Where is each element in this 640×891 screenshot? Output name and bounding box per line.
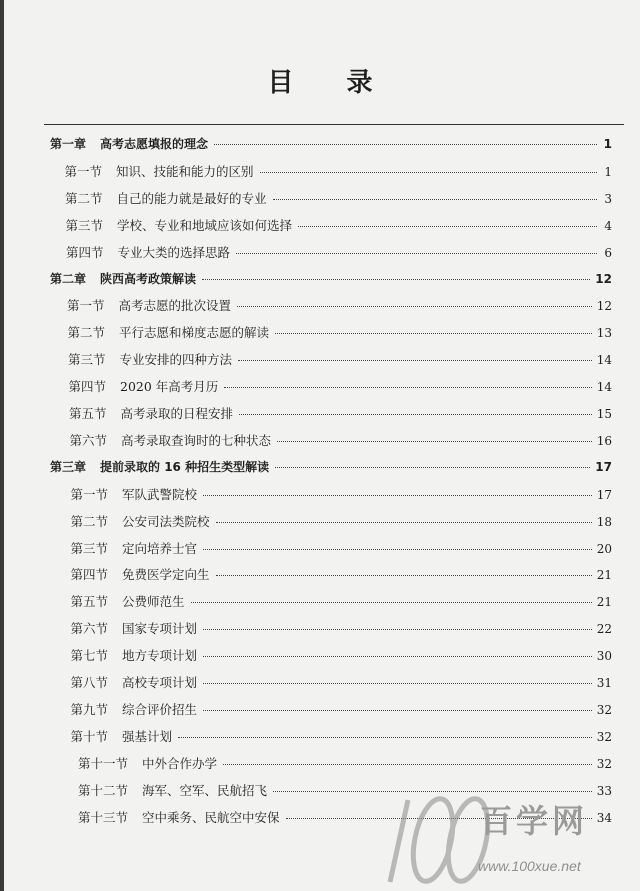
toc-entry-number: 第二节 <box>65 190 103 206</box>
toc-section-row <box>71 485 613 507</box>
toc-entry-number: 第三节 <box>70 540 109 556</box>
toc-leader-dots <box>277 441 592 442</box>
toc-entry-title: 高考志愿的批次设置 <box>118 298 232 314</box>
toc-leader-dots <box>260 172 597 173</box>
toc-leader-dots <box>203 629 592 630</box>
toc-entry-title: 公安司法类院校 <box>122 513 210 529</box>
toc-section-row <box>65 162 613 184</box>
toc-page-number: 34 <box>596 810 612 825</box>
toc-leader-dots <box>237 306 592 307</box>
toc-entry-number: 第十二节 <box>78 782 129 798</box>
toc-page-number: 33 <box>596 783 612 798</box>
toc-entry-number: 第五节 <box>70 594 109 610</box>
toc-page-number: 1 <box>603 137 612 151</box>
toc-entry-number: 第六节 <box>70 621 109 637</box>
toc-page-number: 1 <box>604 164 612 179</box>
toc-entry-title: 高考录取的日程安排 <box>120 406 234 421</box>
toc-entry-title: 2020 年高考月历 <box>120 379 219 395</box>
toc-page-number: 18 <box>596 514 612 529</box>
toc-leader-dots <box>203 710 592 711</box>
toc-entry-title: 陕西高考政策解读 <box>100 271 197 286</box>
toc-chapter-row <box>50 135 612 157</box>
toc-section-row <box>66 243 612 265</box>
title-rule <box>44 124 624 125</box>
toc-leader-dots <box>224 387 591 388</box>
toc-page-number: 3 <box>604 191 612 206</box>
toc-entry-number: 第三节 <box>65 217 104 233</box>
toc-page-number: 6 <box>604 245 612 260</box>
toc-section-row <box>78 754 612 776</box>
toc-entry-title: 高考录取查询时的七种状态 <box>121 432 272 448</box>
toc-leader-dots <box>238 360 592 361</box>
toc-page-number: 13 <box>596 326 612 341</box>
toc-leader-dots <box>203 656 592 657</box>
toc-page-number: 21 <box>596 568 612 583</box>
watermark-text: 百学网 <box>480 802 589 840</box>
toc-entry-title: 知识、技能和能力的区别 <box>116 163 254 179</box>
toc-section-row <box>71 727 613 749</box>
toc-entry-title: 免费医学定向生 <box>122 567 210 583</box>
toc-entry-number: 第八节 <box>70 675 109 690</box>
toc-leader-dots <box>191 602 592 603</box>
toc-entry-number: 第三章 <box>50 459 87 474</box>
toc-leader-dots <box>178 737 592 738</box>
toc-leader-dots <box>275 333 592 334</box>
toc-page-number: 20 <box>596 541 612 556</box>
toc-chapter-row <box>50 458 612 480</box>
toc-entry-number: 第一章 <box>50 137 87 151</box>
toc-section-row <box>71 539 613 561</box>
toc-leader-dots <box>203 495 592 496</box>
toc-page-number: 15 <box>596 407 612 421</box>
toc-entry-title: 公费师范生 <box>122 594 185 610</box>
toc-entry-title: 平行志愿和梯度志愿的解读 <box>119 325 270 341</box>
toc-section-row <box>68 323 613 345</box>
toc-page-number: 21 <box>596 595 612 610</box>
toc-entry-number: 第一节 <box>64 163 103 179</box>
toc-section-row <box>71 565 613 587</box>
toc-leader-dots <box>275 467 590 468</box>
toc-section-row <box>66 216 613 238</box>
toc-page-number: 31 <box>596 676 612 690</box>
watermark-logo-one <box>390 800 408 882</box>
toc-leader-dots <box>216 522 592 523</box>
toc-entry-number: 第十三节 <box>78 809 129 825</box>
toc-leader-dots <box>214 144 597 145</box>
toc-entry-number: 第七节 <box>70 648 109 664</box>
toc-entry-number: 第二节 <box>70 513 109 529</box>
toc-section-row <box>71 646 613 668</box>
toc-entry-title: 地方专项计划 <box>122 648 198 664</box>
page-title: 目 录 <box>267 68 395 98</box>
toc-entry-number: 第三节 <box>68 352 106 368</box>
toc-section-row <box>69 377 613 399</box>
toc-entry-number: 第十节 <box>70 728 109 744</box>
toc-page-number: 22 <box>596 622 612 637</box>
toc-page-number: 17 <box>596 487 612 502</box>
toc-entry-title: 提前录取的 16 种招生类型解读 <box>100 459 270 474</box>
toc-section-row <box>70 431 613 453</box>
toc-leader-dots <box>203 549 592 550</box>
toc-entry-number: 第四节 <box>66 244 104 260</box>
page-spine-edge <box>0 0 4 891</box>
toc-entry-title: 海军、空军、民航招飞 <box>142 782 268 798</box>
toc-entry-number: 第九节 <box>70 701 109 717</box>
toc-page-number: 4 <box>604 218 612 233</box>
toc-entry-number: 第二节 <box>67 325 106 341</box>
toc-page-number: 14 <box>596 353 612 368</box>
watermark-url: www.100xue.net <box>478 858 581 874</box>
toc-entry-number: 第四节 <box>70 567 109 583</box>
toc-chapter-row <box>50 270 612 292</box>
toc-entry-title: 专业大类的选择思路 <box>117 244 231 260</box>
toc-entry-number: 第一节 <box>67 298 105 314</box>
toc-entry-title: 国家专项计划 <box>122 621 198 637</box>
toc-entry-title: 军队武警院校 <box>122 486 198 502</box>
toc-entry-title: 学校、专业和地域应该如何选择 <box>117 217 293 233</box>
toc-entry-title: 自己的能力就是最好的专业 <box>116 190 267 206</box>
toc-page-number: 12 <box>596 299 612 314</box>
toc-entry-title: 专业安排的四种方法 <box>119 352 233 368</box>
toc-page-number: 14 <box>596 380 612 395</box>
toc-entry-title: 中外合作办学 <box>142 755 218 771</box>
toc-entry-title: 高考志愿填报的理念 <box>100 137 209 151</box>
toc-leader-dots <box>298 226 597 227</box>
toc-leader-dots <box>203 683 592 684</box>
toc-page-number: 32 <box>596 756 612 771</box>
toc-leader-dots <box>223 764 592 765</box>
toc-page-number: 32 <box>596 702 612 717</box>
toc-page-number: 12 <box>595 271 612 286</box>
toc-leader-dots <box>239 414 592 415</box>
toc-section-row <box>65 189 612 211</box>
toc-page-number: 30 <box>596 649 612 664</box>
toc-section-row <box>71 619 613 641</box>
toc-page-number: 16 <box>596 433 612 448</box>
toc-entry-title: 综合评价招生 <box>122 701 198 717</box>
toc-entry-number: 第六节 <box>69 432 108 448</box>
toc-section-row <box>71 512 613 534</box>
toc-page-number: 32 <box>596 729 612 744</box>
toc-entry-title: 高校专项计划 <box>122 675 198 690</box>
toc-section-row <box>67 296 612 318</box>
toc-section-row <box>71 700 613 722</box>
toc-entry-number: 第四节 <box>68 379 107 395</box>
toc-entry-title: 定向培养士官 <box>122 540 198 556</box>
toc-entry-number: 第十一节 <box>78 755 129 771</box>
toc-leader-dots <box>273 199 597 200</box>
toc-entry-number: 第二章 <box>50 271 87 286</box>
toc-entry-title: 强基计划 <box>122 728 173 744</box>
toc-section-row <box>71 673 613 695</box>
toc-leader-dots <box>216 575 592 576</box>
toc-leader-dots <box>202 279 590 280</box>
toc-entry-number: 第五节 <box>69 406 107 421</box>
toc-entry-title: 空中乘务、民航空中安保 <box>142 809 280 825</box>
toc-section-row <box>69 404 612 426</box>
toc-page-number: 17 <box>595 459 612 474</box>
toc-leader-dots <box>236 253 597 254</box>
toc-entry-number: 第一节 <box>70 486 109 502</box>
toc-section-row <box>71 592 613 614</box>
toc-section-row <box>68 350 612 372</box>
